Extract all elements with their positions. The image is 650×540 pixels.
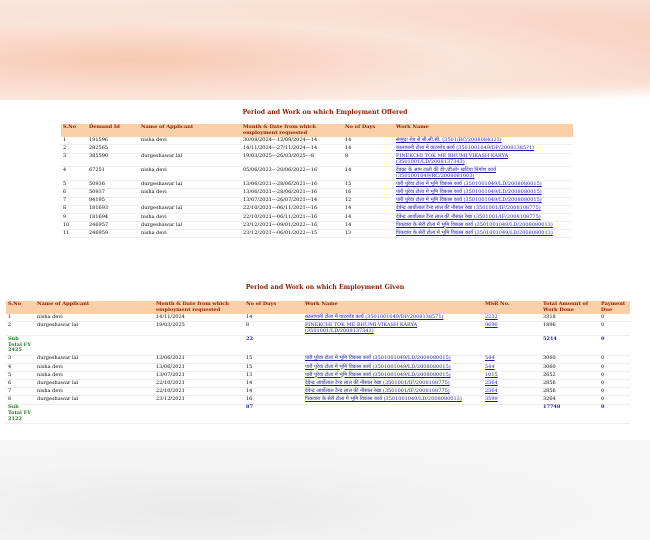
table-cell: 4 — [61, 167, 87, 181]
employment-report-document — [0, 100, 650, 440]
column-header: MSR No. — [483, 301, 541, 314]
msr-number-link[interactable]: 3599 — [483, 396, 541, 404]
subtotal-row — [6, 404, 630, 423]
table-row — [6, 380, 630, 388]
table-cell: 22/10/2021---06/11/2021---16 — [241, 205, 343, 213]
table-cell: 14 — [244, 388, 303, 396]
blurred-footer-background — [0, 440, 650, 540]
table-cell: 0 — [599, 388, 630, 396]
table-cell: durgeshawar lal — [35, 322, 154, 336]
subtotal-cell: 87 — [244, 404, 303, 423]
column-header: Name of Applicant — [35, 301, 154, 314]
table-cell: 19/03/2025---26/03/2025---8 — [241, 153, 343, 167]
employment-given-table — [6, 301, 630, 424]
table-cell: durgeshawar lal — [139, 181, 241, 189]
table-cell: 9 — [61, 213, 87, 221]
table-cell: 15 — [244, 355, 303, 363]
msr-number-link[interactable]: 1015 — [483, 371, 541, 379]
table-cell: 191596 — [87, 137, 139, 145]
column-header: Name of Applicant — [139, 124, 241, 137]
table-cell: 181693 — [87, 205, 139, 213]
table-cell: 2652 — [541, 371, 599, 379]
table-cell: 13/06/2021---28/06/2021---16 — [241, 189, 343, 197]
table-cell: 13 — [343, 230, 394, 238]
table-cell: 14 — [343, 205, 394, 213]
table-cell: durgeshawar lal — [139, 222, 241, 230]
table-cell: 14 — [343, 222, 394, 230]
table-cell: 6 — [6, 380, 35, 388]
table-cell: 84195 — [87, 197, 139, 205]
work-name-link[interactable]: पारी पुरेवा टोला में भूमि विकास कार्य (3501001049/LD/2008080015) — [394, 181, 573, 189]
subtotal-cell: 0 — [599, 404, 630, 423]
msr-number-link[interactable]: 2564 — [483, 388, 541, 396]
table-cell: nisha devi — [35, 371, 154, 379]
table-cell: 282565 — [87, 145, 139, 153]
subtotal-label: Sub Total FY 2425 — [6, 336, 35, 355]
msr-number-link[interactable]: 2564 — [483, 380, 541, 388]
table-cell: 1 — [61, 137, 87, 145]
column-header: Work Name — [303, 301, 483, 314]
table-cell: 3060 — [541, 355, 599, 363]
table-row — [6, 314, 630, 322]
table-cell: 3264 — [541, 396, 599, 404]
table-cell: 22/10/2021 — [154, 388, 244, 396]
table-cell: 385590 — [87, 153, 139, 167]
work-name-link[interactable]: पारी पुरेवा टोला में भूमि विकास कार्य (3501001049/LD/2008080015) — [394, 189, 573, 197]
work-name-link[interactable]: पिकवारा के सेरी टोला में भूमि विकास कार्य (3501001049/LD/2008080013) — [394, 222, 573, 230]
table-cell: 2856 — [541, 388, 599, 396]
column-header: Total Amount of Work Done — [541, 301, 599, 314]
work-name-link[interactable]: कालापानी टोला में वाटरशेड कार्य (3501001049/DP/2008138571) — [303, 314, 483, 322]
subtotal-cell — [303, 336, 483, 355]
table-cell: durgeshawar lal — [35, 355, 154, 363]
table-cell: 22/10/2021---06/11/2021---16 — [241, 213, 343, 221]
table-cell: 181694 — [87, 213, 139, 221]
work-name-link[interactable]: कालापानी टोला में वाटरशेड कार्य (3501001049/DP/20081385?1) — [394, 145, 573, 153]
column-header: No of Days — [343, 124, 394, 137]
table-cell: nisha devi — [35, 314, 154, 322]
table-cell: 23/12/2021---06/01/2022---15 — [241, 230, 343, 238]
msr-number-link[interactable]: 9690 — [483, 322, 541, 336]
offered-section-title: Period and Work on which Employment Offered — [242, 109, 408, 116]
table-cell: 8 — [343, 153, 394, 167]
table-cell: 13/07/2021 — [154, 371, 244, 379]
subtotal-row — [6, 336, 630, 355]
table-cell: 0 — [599, 380, 630, 388]
table-cell: 8 — [244, 322, 303, 336]
table-row — [61, 189, 573, 197]
msr-number-link[interactable]: 2232 — [483, 314, 541, 322]
table-cell: 1896 — [541, 322, 599, 336]
column-header: Work Name — [394, 124, 573, 137]
table-cell: 11 — [61, 230, 87, 238]
table-cell: durgeshawar lal — [139, 205, 241, 213]
table-row — [6, 396, 630, 404]
table-row — [61, 145, 573, 153]
table-header-row — [61, 124, 573, 137]
table-cell: nisha devi — [139, 137, 241, 145]
table-row — [61, 213, 573, 221]
table-row — [61, 153, 573, 167]
table-cell: 7 — [61, 197, 87, 205]
column-header: Demand Id — [87, 124, 139, 137]
table-cell: 7 — [6, 388, 35, 396]
table-cell: 14/11/2024---27/11/2024---14 — [241, 145, 343, 153]
work-name-link[interactable]: PINEKCHI TOK ME BHUMI VIKASH KARYA (3501001/LD/2008137343) — [303, 322, 483, 336]
table-row — [6, 388, 630, 396]
table-cell: 13 — [244, 371, 303, 379]
work-name-link[interactable]: देवेन्द्र आर्योलाल टैन्ड लाल की नौसाल रेखा (3501001/IF/2008108775) — [303, 380, 483, 388]
table-cell: 05/06/2022---20/06/2022---16 — [241, 167, 343, 181]
table-cell: 8 — [6, 396, 35, 404]
table-cell: 14/11/2024 — [154, 314, 244, 322]
table-cell: 22/10/2021 — [154, 380, 244, 388]
table-cell: 50937 — [87, 189, 139, 197]
work-name-link[interactable]: पारी पुरेवा टोला में भूमि विकास कार्य (3501001049/LD/2008080015) — [303, 355, 483, 363]
table-cell: nisha devi — [139, 213, 241, 221]
work-name-link[interactable]: देवेन्द्र आर्योलाल टैन्ड लाल की नौसाल रेखा (3501001/IF/2008108775) — [394, 213, 573, 221]
table-cell: 3060 — [541, 363, 599, 371]
subtotal-cell: 0 — [599, 336, 630, 355]
table-cell: 3318 — [541, 314, 599, 322]
employment-offered-table — [61, 124, 573, 238]
column-header: Month & Date from which employment requested — [241, 124, 343, 137]
table-cell: 4 — [6, 363, 35, 371]
subtotal-cell — [303, 404, 483, 423]
column-header: Month & Date from which employment requested — [154, 301, 244, 314]
column-header: No of Days — [244, 301, 303, 314]
column-header: Payment Due — [599, 301, 630, 314]
table-row — [61, 167, 573, 181]
table-cell: 16 — [343, 189, 394, 197]
subtotal-cell — [35, 404, 154, 423]
table-cell: 15 — [244, 363, 303, 371]
table-cell: 23/12/2021 — [154, 396, 244, 404]
work-name-link[interactable]: पिकवारा के सेरी टोला में भूमि विकास कार्य (3501001049/LD/2008080013) — [394, 230, 573, 238]
table-cell: 3 — [6, 355, 35, 363]
table-cell: 3 — [61, 153, 87, 167]
table-cell: 13/06/2021 — [154, 355, 244, 363]
blurred-header-background — [0, 0, 650, 100]
table-cell: nisha devi — [139, 189, 241, 197]
table-cell: 14 — [343, 137, 394, 145]
table-cell — [139, 197, 241, 205]
table-cell: durgeshawar lal — [35, 396, 154, 404]
table-cell: 2 — [6, 322, 35, 336]
subtotal-cell — [154, 336, 244, 355]
work-name-link[interactable]: पिकवारा के सेरी टोला में भूमि विकास कार्य (3501001049/LD/2008080013) — [303, 396, 483, 404]
table-cell: 0 — [599, 355, 630, 363]
msr-number-link[interactable]: 544 — [483, 363, 541, 371]
table-cell: nisha devi — [35, 388, 154, 396]
work-name-link[interactable]: पारी पुरेवा टोला में भूमि विकास कार्य (3501001049/LD/2008080015) — [303, 371, 483, 379]
table-cell: 14 — [244, 380, 303, 388]
table-cell: durgeshawar lal — [139, 153, 241, 167]
table-cell: 13/06/2021---28/06/2021---16 — [241, 181, 343, 189]
subtotal-cell — [483, 404, 541, 423]
subtotal-cell: 5214 — [541, 336, 599, 355]
table-cell: 16 — [244, 396, 303, 404]
table-cell: 14 — [343, 145, 394, 153]
table-cell: 15 — [343, 181, 394, 189]
table-cell: 10 — [61, 222, 87, 230]
given-section-title: Period and Work on which Employment Given — [245, 284, 405, 291]
table-row — [61, 205, 573, 213]
table-row — [61, 137, 573, 145]
table-cell — [139, 145, 241, 153]
table-cell: 2 — [61, 145, 87, 153]
table-row — [6, 371, 630, 379]
subtotal-cell: 17748 — [541, 404, 599, 423]
table-cell: 13/07/2021---26/07/2021---14 — [241, 197, 343, 205]
table-cell: 13/06/2021 — [154, 363, 244, 371]
table-cell: 0 — [599, 314, 630, 322]
table-cell: 50936 — [87, 181, 139, 189]
table-cell: 19/03/2025 — [154, 322, 244, 336]
table-cell: 23/12/2021---09/01/2022---16 — [241, 222, 343, 230]
subtotal-cell — [35, 336, 154, 355]
table-row — [61, 197, 573, 205]
column-header: S.No — [61, 124, 87, 137]
table-cell: 0 — [599, 363, 630, 371]
msr-number-link[interactable]: 544 — [483, 355, 541, 363]
table-cell: 246959 — [87, 230, 139, 238]
table-cell: nisha devi — [139, 230, 241, 238]
table-cell: 6 — [61, 189, 87, 197]
table-cell: 0 — [599, 396, 630, 404]
table-cell: 0 — [599, 371, 630, 379]
work-name-link[interactable]: PINEKCHI TOK ME BHUMI VIKASH KARYA (3501001/LD/2008137343) — [394, 153, 573, 167]
table-header-row — [6, 301, 630, 314]
table-cell: 14 — [343, 167, 394, 181]
column-header: S.No — [6, 301, 35, 314]
table-cell: 246957 — [87, 222, 139, 230]
subtotal-cell — [483, 336, 541, 355]
table-row — [61, 222, 573, 230]
table-row — [6, 355, 630, 363]
work-name-link[interactable]: देवेन्द्र आर्योलाल टैन्ड लाल की नौसाल रेखा (3501001/IF/2008108775) — [394, 205, 573, 213]
subtotal-label: Sub Total FY 2122 — [6, 404, 35, 423]
table-row — [6, 363, 630, 371]
table-cell: 1 — [6, 314, 35, 322]
table-cell: 2856 — [541, 380, 599, 388]
table-cell: 67251 — [87, 167, 139, 181]
table-row — [61, 181, 573, 189]
table-cell: nisha devi — [139, 167, 241, 181]
work-name-link[interactable]: देवका के आम टालो की डी॰/डीओ॰ खटिया निर्माण कार्य (3501001049/RC/2008081003) — [394, 167, 573, 181]
work-name-link[interactable]: देवेन्द्र आर्योलाल टैन्ड लाल की नौसाल रेखा (3501001/IF/2008108775) — [303, 388, 483, 396]
table-cell: 12 — [343, 197, 394, 205]
table-cell: 14 — [244, 314, 303, 322]
table-row — [6, 322, 630, 336]
table-cell: nisha devi — [35, 363, 154, 371]
work-name-link[interactable]: सामुदा शेड से सी.सी.सी. (3501/RC/2008084323) — [394, 137, 573, 145]
table-cell: 0 — [599, 322, 630, 336]
work-name-link[interactable]: पारी पुरेवा टोला में भूमि विकास कार्य (3501001049/LD/2008080015) — [394, 197, 573, 205]
table-cell: durgeshawar lal — [35, 380, 154, 388]
table-cell: 14 — [343, 213, 394, 221]
table-row — [61, 230, 573, 238]
table-cell: 5 — [6, 371, 35, 379]
table-cell: 8 — [61, 205, 87, 213]
table-cell: 5 — [61, 181, 87, 189]
subtotal-cell: 22 — [244, 336, 303, 355]
subtotal-cell — [154, 404, 244, 423]
work-name-link[interactable]: पारी पुरेवा टोला में भूमि विकास कार्य (3501001049/LD/2008080015) — [303, 363, 483, 371]
table-cell: 30/08/2024---12/09/2024---14 — [241, 137, 343, 145]
